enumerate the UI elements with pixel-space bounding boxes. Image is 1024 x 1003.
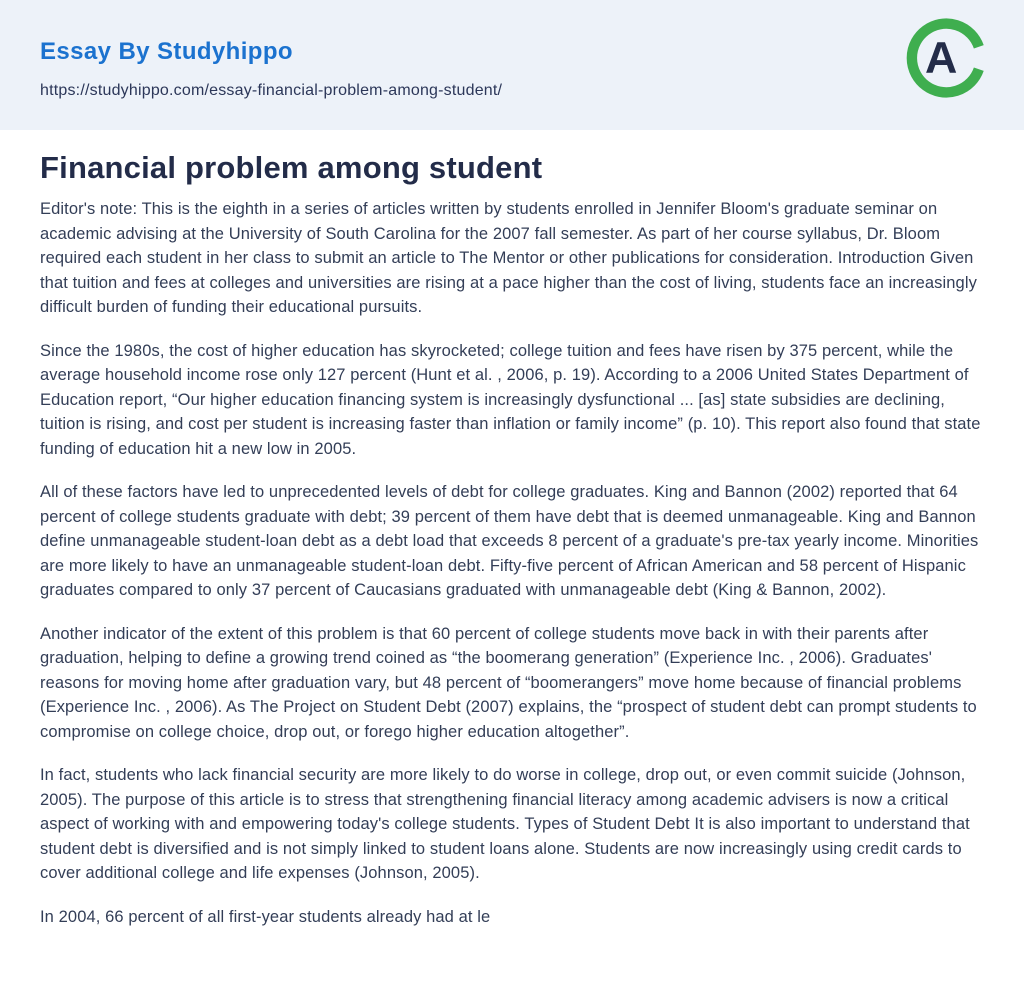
essay-body (40, 197, 984, 929)
site-title: Essay By Studyhippo (40, 38, 293, 65)
studyhippo-logo-icon (906, 18, 986, 98)
essay-paragraph: Since the 1980s, the cost of higher education has skyrocketed; college tuition and fees have risen by 375 percent, while the average household income rose only 127 percent (Hunt et al. , 2006, p. 19). According to a 2006 United States Department of Education report, “Our higher education financing system is increasingly dysfunctional ... [as] state subsidies are declining, tuition is rising, and cost per student is increasing faster than inflation or family income” (p. 10). This report also found that state funding of education hit a new low in 2005. (40, 341, 981, 458)
essay-content (0, 130, 1024, 929)
essay-paragraph: Another indicator of the extent of this problem is that 60 percent of college students move back in with their parents after graduation, helping to define a growing trend coined as “the boomerang generation” (Experience Inc. , 2006). Graduates' reasons for moving home after graduation vary, but 48 percent of “boomerangers” move home because of financial problems (Experience Inc. , 2006). As The Project on Student Debt (2007) explains, the “prospect of student debt can prompt students to compromise on college choice, drop out, or forego higher education altogether”. (40, 624, 977, 741)
logo-letter: A (925, 33, 958, 84)
page-header (0, 0, 1024, 130)
essay-paragraph: Editor's note: This is the eighth in a series of articles written by students enrolled in Jennifer Bloom's graduate seminar on academic advising at the University of South Carolina for the 2007 fall semester. As part of her course syllabus, Dr. Bloom required each student in her class to submit an article to The Mentor or other publications for consideration. Introduction Given that tuition and fees at colleges and universities are rising at a pace higher than the cost of living, students face an increasingly difficult burden of funding their educational pursuits. (40, 200, 977, 316)
essay-paragraph: In 2004, 66 percent of all first-year students already had at le (40, 907, 491, 926)
essay-url-link[interactable]: https://studyhippo.com/essay-financial-problem-among-student/ (40, 82, 503, 99)
essay-paragraph: All of these factors have led to unprecedented levels of debt for college graduates. King and Bannon (2002) reported that 64 percent of college students graduate with debt; 39 percent of them have debt that is deemed unmanageable. King and Bannon define unmanageable student-loan debt as a debt load that exceeds 8 percent of a graduate's pre-tax yearly income. Minorities are more likely to have an unmanageable student-loan debt. Fifty-five percent of African American and 58 percent of Hispanic graduates compared to only 37 percent of Caucasians graduated with unmanageable debt (King & Bannon, 2002). (40, 483, 979, 599)
essay-paragraph: In fact, students who lack financial security are more likely to do worse in college, drop out, or even commit suicide (Johnson, 2005). The purpose of this article is to stress that strengthening financial literacy among academic advisers is now a critical aspect of working with and empowering today's college students. Types of Student Debt It is also important to understand that student debt is diversified and is not simply linked to student loans alone. Students are now increasingly using credit cards to cover additional college and life expenses (Johnson, 2005). (40, 766, 970, 882)
studyhippo-logo (906, 18, 986, 98)
essay-title: Financial problem among student (40, 150, 543, 185)
